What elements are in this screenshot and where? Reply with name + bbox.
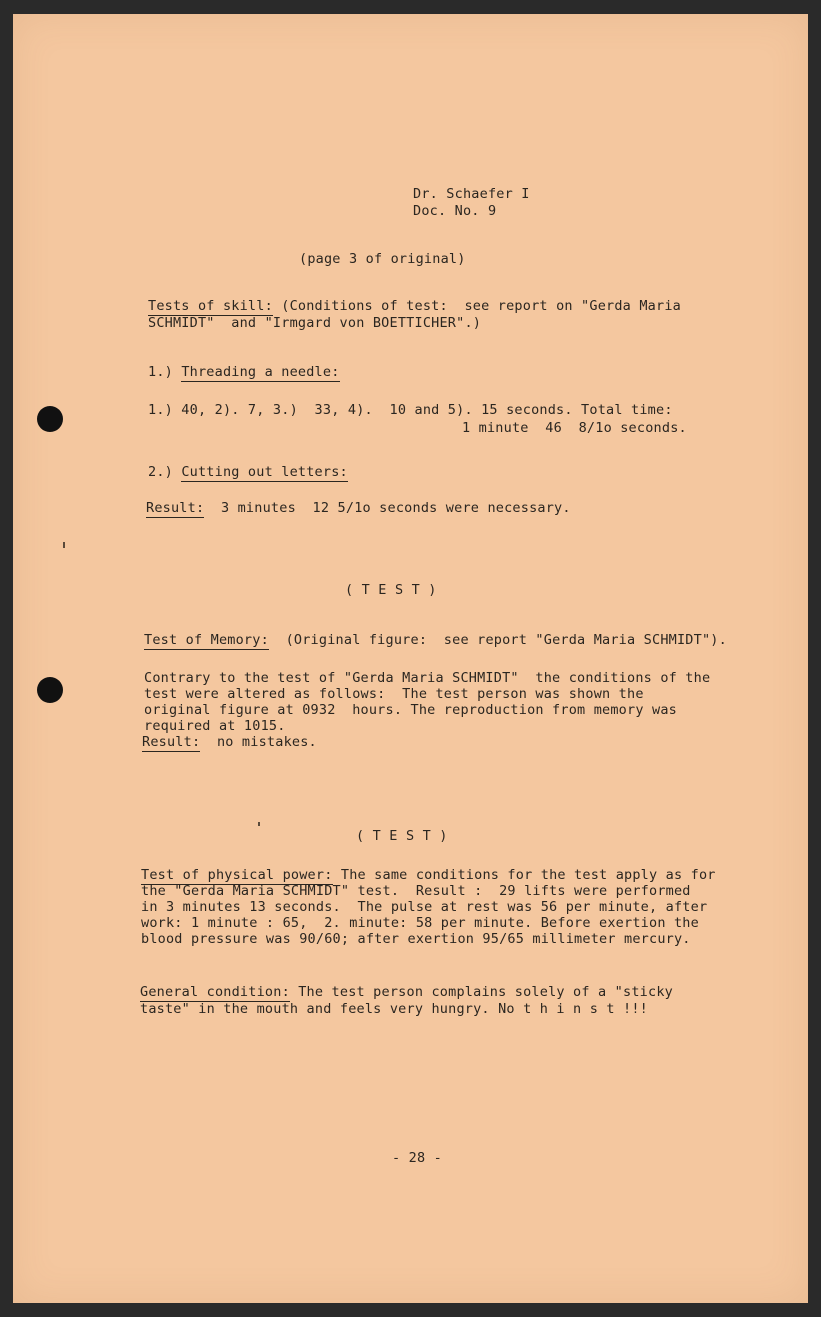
- physical-line5: blood pressure was 90/60; after exertion 95/65 millimeter mercury.: [141, 931, 691, 947]
- document-page: [13, 14, 808, 1303]
- needle-number: 1.): [148, 364, 182, 380]
- skill-section: [148, 298, 681, 314]
- header-doc-number: Doc. No. 9: [413, 203, 497, 219]
- skill-conditions-line2: SCHMIDT" and "Irmgard von BOETTICHER".): [148, 315, 482, 331]
- skill-heading: Tests of skill:: [148, 298, 273, 314]
- memory-result-text: no mistakes.: [200, 734, 317, 750]
- page-number: - 28 -: [392, 1150, 442, 1166]
- general-line2: taste" in the mouth and feels very hungry. No t h i n s t !!!: [140, 1001, 648, 1017]
- general-section: [140, 984, 673, 1000]
- memory-heading-rest: (Original figure: see report "Gerda Maria SCHMIDT").: [268, 632, 727, 648]
- letters-section: [148, 464, 348, 480]
- page-reference: (page 3 of original): [299, 251, 466, 267]
- memory-line1: Contrary to the test of "Gerda Maria SCHMIDT" the conditions of the: [144, 670, 711, 686]
- physical-line3: in 3 minutes 13 seconds. The pulse at rest was 56 per minute, after: [141, 899, 708, 915]
- letters-result-text: 3 minutes 12 5/1o seconds were necessary.: [204, 500, 571, 516]
- skill-conditions-line1: (Conditions of test: see report on "Gerda Maria: [272, 298, 681, 314]
- needle-heading: Threading a needle:: [181, 364, 340, 380]
- general-line1-rest: The test person complains solely of a "sticky: [289, 984, 673, 1000]
- general-heading: General condition:: [140, 984, 290, 1000]
- memory-heading: Test of Memory:: [144, 632, 269, 648]
- memory-line2: test were altered as follows: The test person was shown the: [144, 686, 644, 702]
- memory-result: [142, 734, 317, 750]
- memory-section: [144, 632, 727, 648]
- memory-line3: original figure at 0932 hours. The reproduction from memory was: [144, 702, 677, 718]
- memory-result-label: Result:: [142, 734, 201, 750]
- punch-hole-top: [37, 406, 63, 432]
- physical-section: [141, 867, 716, 883]
- ink-speck: [258, 822, 260, 826]
- header-author: Dr. Schaefer I: [413, 186, 530, 202]
- letters-heading: Cutting out letters:: [181, 464, 348, 480]
- physical-heading: Test of physical power:: [141, 867, 333, 883]
- needle-result-line2: 1 minute 46 8/1o seconds.: [462, 420, 687, 436]
- letters-result-label: Result:: [146, 500, 205, 516]
- punch-hole-bottom: [37, 677, 63, 703]
- test-marker-1: ( T E S T ): [345, 582, 437, 598]
- physical-line4: work: 1 minute : 65, 2. minute: 58 per minute. Before exertion the: [141, 915, 699, 931]
- memory-line4: required at 1015.: [144, 718, 286, 734]
- letters-result: [146, 500, 571, 516]
- test-marker-2: ( T E S T ): [356, 828, 448, 844]
- physical-line1-rest: The same conditions for the test apply as for: [332, 867, 716, 883]
- ink-speck: [63, 542, 65, 548]
- needle-result-line1: 1.) 40, 2). 7, 3.) 33, 4). 10 and 5). 15 seconds. Total time:: [148, 402, 673, 418]
- needle-section: [148, 364, 340, 380]
- letters-number: 2.): [148, 464, 182, 480]
- physical-line2: the "Gerda Maria SCHMIDT" test. Result : 29 lifts were performed: [141, 883, 691, 899]
